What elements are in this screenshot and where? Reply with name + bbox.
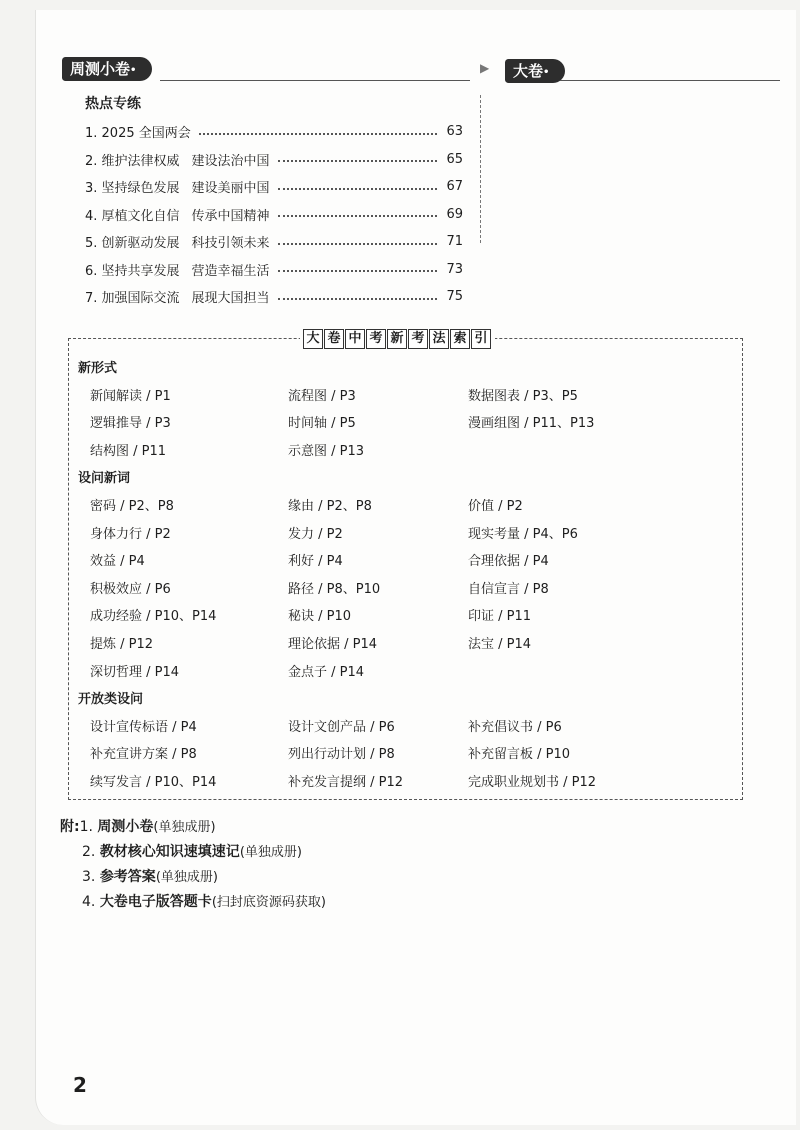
toc-leader <box>199 133 437 135</box>
arrow-right-icon: ▶ <box>480 61 490 75</box>
appendix-name: 大卷电子版答题卡 <box>99 894 212 910</box>
index-entry: 时间轴 / P5 <box>288 416 356 432</box>
index-title-char: 引 <box>471 329 491 349</box>
toc-row <box>85 118 463 146</box>
index-entry: 利好 / P4 <box>288 554 343 570</box>
index-entry: 价值 / P2 <box>468 499 523 514</box>
index-entry: 逻辑推导 / P3 <box>90 416 171 432</box>
index-category: 开放类设问 <box>78 692 144 708</box>
index-entry: 补充倡议书 / P6 <box>468 719 562 735</box>
appendix-num: 1. <box>79 819 98 835</box>
appendix-num: 4. <box>82 894 100 910</box>
hot-topics-list <box>85 118 463 311</box>
toc-title: 2. 维护法律权威 <box>85 153 180 169</box>
index-category: 新形式 <box>78 361 118 376</box>
toc-title: 6. 坚持共享发展 <box>85 263 180 279</box>
index-title-char: 大 <box>303 329 323 349</box>
toc-subtitle: 营造幸福生活 <box>191 263 270 279</box>
index-title-char: 考 <box>366 329 386 349</box>
index-entry: 身体力行 / P2 <box>90 526 171 542</box>
index-entry: 路径 / P8、P10 <box>288 581 381 597</box>
toc-title: 5. 创新驱动发展 <box>85 236 180 252</box>
hot-topics-title: 热点专练 <box>85 96 141 112</box>
index-category: 设问新词 <box>78 471 131 487</box>
toc-leader <box>278 298 437 300</box>
appendix-num: 2. <box>82 844 100 860</box>
header-rule-left <box>160 80 470 81</box>
index-entry: 漫画组图 / P11、P13 <box>468 416 595 432</box>
toc-subtitle: 科技引领未来 <box>191 236 270 252</box>
toc-subtitle: 建设美丽中国 <box>191 181 270 197</box>
index-entry: 自信宣言 / P8 <box>468 581 549 597</box>
toc-page: 73 <box>446 261 463 277</box>
toc-subtitle: 传承中国精神 <box>191 208 270 224</box>
index-entry: 结构图 / P11 <box>90 443 167 459</box>
appendix-name: 周测小卷 <box>97 819 154 835</box>
toc-title: 3. 坚持绿色发展 <box>85 181 180 197</box>
index-entry: 成功经验 / P10、P14 <box>90 609 217 625</box>
index-entry: 印证 / P11 <box>468 609 532 625</box>
toc-leader <box>278 188 437 190</box>
toc-leader <box>278 243 437 245</box>
toc-row <box>85 146 463 174</box>
header-rule-right <box>560 80 780 81</box>
column-divider <box>480 95 481 243</box>
index-entry: 法宝 / P14 <box>468 637 532 652</box>
index-box-title <box>300 329 495 349</box>
header-tab-dot-2: • <box>543 67 550 78</box>
toc-page: 69 <box>446 206 463 222</box>
appendix-name: 参考答案 <box>99 869 156 885</box>
index-entry: 示意图 / P13 <box>288 443 365 459</box>
toc-title: 7. 加强国际交流 <box>85 291 180 307</box>
index-entry: 理论依据 / P14 <box>288 637 378 652</box>
index-title-char: 新 <box>387 329 407 349</box>
toc-title: 4. 厚植文化自信 <box>85 208 180 224</box>
index-entry: 提炼 / P12 <box>90 637 154 652</box>
index-entry: 续写发言 / P10、P14 <box>90 775 217 790</box>
appendix-desc: (扫封底资源码获取) <box>211 895 326 910</box>
index-title-char: 法 <box>429 329 449 349</box>
index-entry: 深切哲理 / P14 <box>90 664 180 680</box>
index-entry: 密码 / P2、P8 <box>90 499 174 514</box>
index-entry: 发力 / P2 <box>288 526 343 542</box>
index-entry: 设计文创产品 / P6 <box>288 719 395 735</box>
index-entry: 缘由 / P2、P8 <box>288 499 372 514</box>
index-entry: 合理依据 / P4 <box>468 554 549 570</box>
toc-row <box>85 256 463 284</box>
toc-subtitle: 建设法治中国 <box>191 153 270 169</box>
index-entry: 数据图表 / P3、P5 <box>468 388 578 404</box>
header-tab-weekly <box>62 57 152 81</box>
index-title-char: 考 <box>408 329 428 349</box>
header-tab-big-label: 大卷 <box>513 62 544 80</box>
index-entry: 新闻解读 / P1 <box>90 388 171 404</box>
appendix-desc: (单独成册) <box>155 870 218 885</box>
header-tab-dot: • <box>130 65 137 76</box>
toc-row <box>85 283 463 311</box>
appendix-name: 教材核心知识速填速记 <box>99 844 240 860</box>
appendix-item <box>60 865 326 890</box>
index-entry: 现实考量 / P4、P6 <box>468 526 578 542</box>
index-entry: 完成职业规划书 / P12 <box>468 775 597 790</box>
index-entry: 积极效应 / P6 <box>90 581 171 597</box>
index-entry: 补充宣讲方案 / P8 <box>90 747 197 763</box>
appendix-prefix: 附: <box>60 819 80 835</box>
appendix-item <box>60 815 326 840</box>
appendix-desc: (单独成册) <box>239 845 302 860</box>
toc-page: 63 <box>446 124 463 140</box>
index-entry: 补充发言提纲 / P12 <box>288 775 404 790</box>
toc-leader <box>278 215 437 217</box>
header-tab-weekly-label: 周测小卷 <box>70 60 131 78</box>
toc-page: 71 <box>446 234 463 250</box>
index-entry: 设计宣传标语 / P4 <box>90 719 197 735</box>
appendix-item <box>60 890 326 915</box>
index-title-char: 索 <box>450 329 470 349</box>
toc-leader <box>278 160 437 162</box>
page-number: 2 <box>73 1073 87 1097</box>
toc-title: 1. 2025 全国两会 <box>85 126 191 142</box>
toc-subtitle: 展现大国担当 <box>191 291 270 307</box>
toc-page: 75 <box>446 289 463 305</box>
appendix-item <box>60 840 326 865</box>
appendix-desc: (单独成册) <box>153 820 216 835</box>
toc-row <box>85 201 463 229</box>
index-entry: 金点子 / P14 <box>288 664 365 680</box>
toc-leader <box>278 270 437 272</box>
toc-row <box>85 228 463 256</box>
toc-page: 65 <box>446 151 463 167</box>
index-entry: 流程图 / P3 <box>288 388 356 404</box>
index-title-char: 中 <box>345 329 365 349</box>
toc-row <box>85 173 463 201</box>
index-title-char: 卷 <box>324 329 344 349</box>
header-tab-big <box>505 59 565 83</box>
index-entry: 效益 / P4 <box>90 554 145 570</box>
index-entry: 秘诀 / P10 <box>288 609 352 625</box>
appendix-notes <box>60 815 326 915</box>
toc-page: 67 <box>446 179 463 195</box>
index-entry: 列出行动计划 / P8 <box>288 747 395 763</box>
appendix-num: 3. <box>82 869 100 885</box>
index-entry: 补充留言板 / P10 <box>468 747 571 763</box>
